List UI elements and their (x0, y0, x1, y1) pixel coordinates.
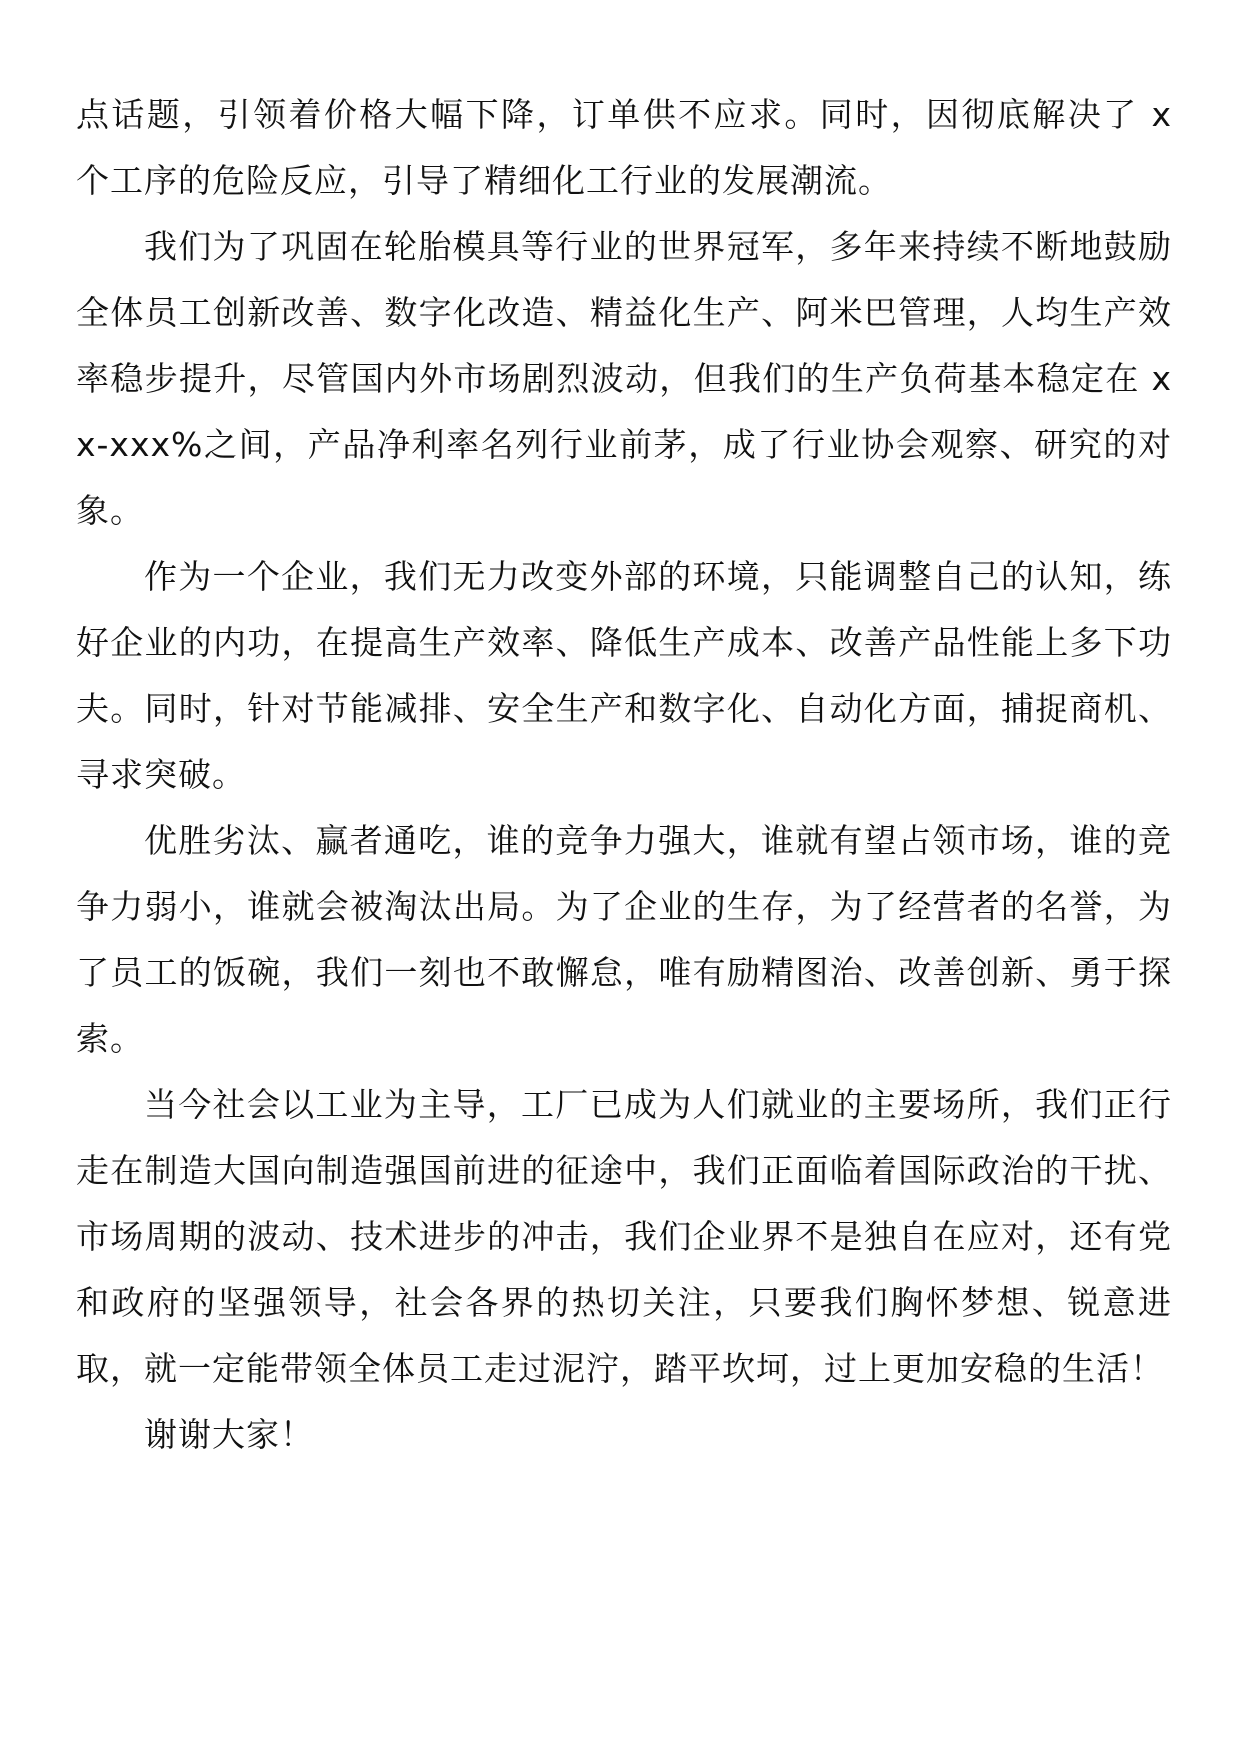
document-body (76, 82, 1172, 1468)
paragraph-competition: 优胜劣汰、赢者通吃，谁的竞争力强大，谁就有望占领市场，谁的竞争力弱小，谁就会被淘汰出局。为了企业的生存，为了经营者的名誉，为了员工的饭碗，我们一刻也不敢懈怠，唯有励精图治、改善创新、勇于探索。 (76, 821, 1172, 1058)
paragraph-tire-mold: 我们为了巩固在轮胎模具等行业的世界冠军，多年来持续不断地鼓励全体员工创新改善、数字化改造、精益化生产、阿米巴管理，人均生产效率稳步提升，尽管国内外市场剧烈波动，但我们的生产负荷基本稳定在 xx-xxx%之间，产品净利率名列行业前茅，成了行业协会观察、研究的对象。 (76, 227, 1172, 530)
paragraph-enterprise: 作为一个企业，我们无力改变外部的环境，只能调整自己的认知，练好企业的内功，在提高生产效率、降低生产成本、改善产品性能上多下功夫。同时，针对节能减排、安全生产和数字化、自动化方面，捕捉商机、寻求突破。 (76, 557, 1172, 794)
paragraph-continuation: 点话题，引领着价格大幅下降，订单供不应求。同时，因彻底解决了 x 个工序的危险反应，引导了精细化工行业的发展潮流。 (76, 95, 1172, 200)
paragraph-thanks: 谢谢大家！ (144, 1415, 314, 1454)
paragraph-industry: 当今社会以工业为主导，工厂已成为人们就业的主要场所，我们正行走在制造大国向制造强国前进的征途中，我们正面临着国际政治的干扰、市场周期的波动、技术进步的冲击，我们企业界不是独自在应对，还有党和政府的坚强领导，社会各界的热切关注，只要我们胸怀梦想、锐意进取，就一定能带领全体员工走过泥泞，踏平坎坷，过上更加安稳的生活！ (76, 1085, 1172, 1388)
